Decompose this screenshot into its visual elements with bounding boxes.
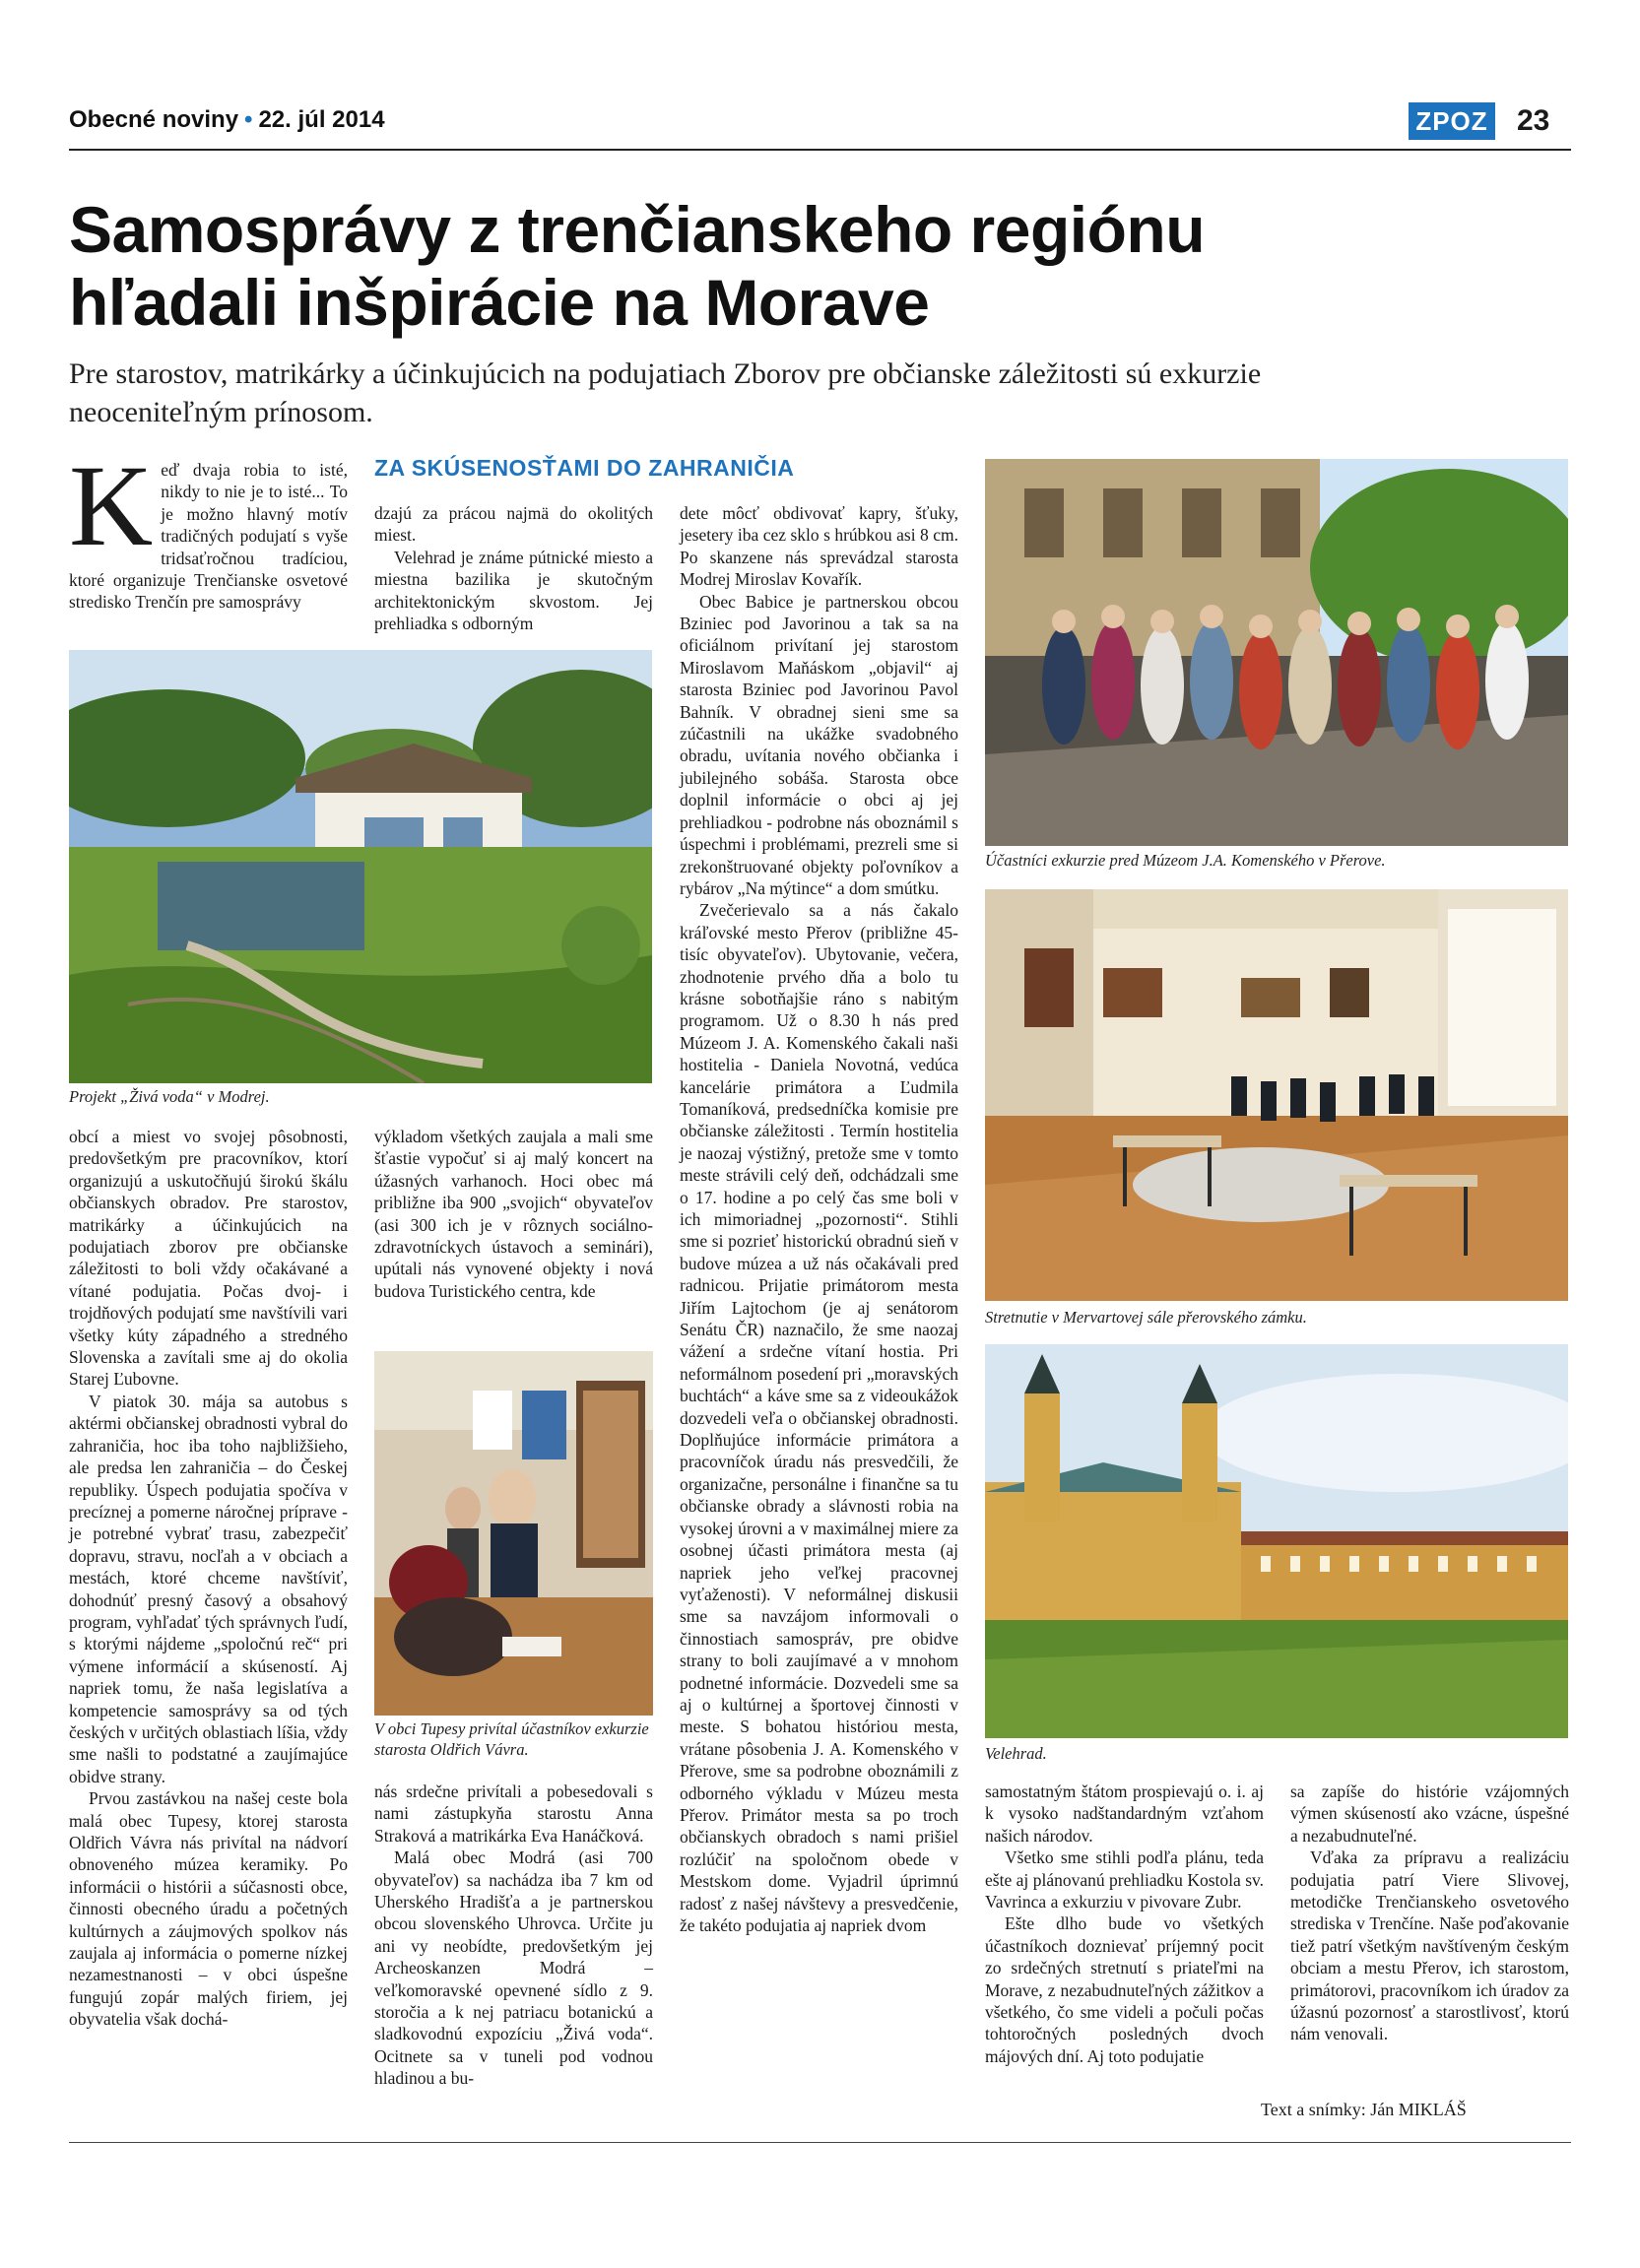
column-4 [985,1781,1264,2067]
photo-ziva-voda [69,650,652,1083]
issue-date: 22. júl 2014 [258,106,385,133]
column-2-middle [374,1126,653,1302]
column-5 [1290,1781,1569,2045]
paragraph: dete môcť obdivovať kapry, šťuky, jesetery iba cez sklo s hrúbkou asi 8 cm. Po skanzene nás sprevádzal starosta Modrej Miroslav Kovařík. [680,503,958,590]
paragraph: dzajú za prácou najmä do okolitých miest. [374,503,653,546]
publication-name: Obecné noviny [69,106,239,133]
photo-mervart-hall [985,889,1568,1301]
headline-line-1: Samosprávy z trenčianskeho regiónu [69,193,1206,266]
photo-tupesy [374,1351,653,1716]
author-credit: Text a snímky: Ján MIKLÁŠ [1261,2100,1467,2119]
paragraph: Malá obec Modrá (asi 700 obyvateľov) sa nachádza iba 7 km od Uherského Hradišťa a je partnerskou obcou slovenského Uhrovca. Určite ju ani vy neobídte, predovšetkým jej Archeoskanzen Modrá – veľkomoravské opevnené sídlo z 9. storočia a k nej patriacu botanickú a sladkovodnú expozíciu „Živá voda“. Ocitnete sa v tuneli pod vodnou hladinou a bu- [374,1847,653,2089]
paragraph: Všetko sme stihli podľa plánu, teda ešte aj plánovanú prehliadku Kostola sv. Vavrinca a exkurziu v pivovare Zubr. [985,1847,1264,1912]
paragraph: V piatok 30. mája sa autobus s aktérmi občianskej obradnosti vybral do zahraničia, hoc iba toho najbližšieho, ale predsa len zahraničia – do Českej republiky. Úspech podujatia spočíva v precíznej a pomerne náročnej príprave - je potrebné vybrať trasu, zabezpečiť dopravu, stravu, nocľah a v obciach a mestách, ktoré chceme navštíviť, dohodnúť presný časový a obsahový program, vyhľadať tých správnych ľudí, s ktorými nájdeme „spoločnú reč“ pri výmene informácií a skúseností. Aj napriek tomu, že naša legislatíva a kompetencie samosprávy sa od tých českých v určitých oblastiach líšia, vždy sme našli to podstatné a zaujímajúce obidve strany. [69,1391,348,1786]
paragraph: obcí a miest vo svojej pôsobnosti, predovšetkým pre pracovníkov, ktorí organizujú a uskutočňujú širokú škálu občianskych obradov. Pre starostov, matrikárky a účinkujúcich na podujatiach zborov pre občianske záležitosti to boli vždy očakávané a vítané podujatia. Počas dvoj- i trojdňových podujatí sme navštívili vari všetky kúty západného a stredného Slovenska a zavítali sme aj do okolia Starej Ľubovne. [69,1127,348,1390]
column-2-top [374,502,653,634]
paragraph: samostatným štátom prospievajú o. i. aj k vysoko nadštandardným vzťahom našich národov. [985,1782,1264,1846]
photo-group-prerov [985,459,1568,846]
paragraph: Ešte dlho bude vo všetkých účastníkoch doznievať príjemný pocit zo srdečných stretnutí s priateľmi na Morave, z nezabudnuteľných zážitkov a všetkého, čo sme videli a počuli počas tohtoročných posledných dvoch májových dní. Aj toto podujatie [985,1913,1264,2066]
paragraph: Zvečerievalo sa a nás čakalo kráľovské mesto Přerov (približne 45-tisíc obyvateľov). Ubytovanie, večera, zhodnotenie prvého dňa a bolo tu krásne sobotňajšie ráno s nabitým programom. Už o 8.30 h nás pred Múzeom J. A. Komenského čakali naši hostitelia - Daniela Novotná, vedúca kancelárie primátora a Ľudmila Tomaníková, predsedníčka komisie pre občianske záležitosti . Termín hostitelia je naozaj výstižný, pretože sme v tomto meste strávili celý deň, odchádzali sme o 17. hodine a po celý čas sme boli v ich mimoriadnej „pozornosti“. Stihli sme si pozrieť historickú obradnú sieň v budove múzea a už nás očakávali pred radnicou. Prijatie primátorom mesta Jiřím Lajtochom (je aj senátorom Senátu ČR) naznačilo, že sme naozaj vážení a srdečne vítaní hostia. Pri neformálnom posedení pri „moravských buchtách“ a káve sme sa z videoukážok dozvedeli veľa o občianskej obradnosti. Doplňujúce informácie primátora a pracovníčok úradu nás presvedčili, že organizačne, personálne i finančne sa tu občianske obrady a slávnosti robia na vysokej úrovni a v maximálnej miere za osobnej účasti primátora mesta (aj napriek jeho veľkej pracovnej vyťaženosti). V neformálnej diskusii sme sa navzájom informovali o činnostiach samospráv, pre obidve strany to boli zaujímavé a v mnohom podnetné informácie. Dozvedeli sme sa aj o kultúrnej a športovej činnosti v meste. S bohatou históriou mesta, vrátane pôsobenia J. A. Komenského v Přerove, sme sa podrobne oboznámili z odborného výkladu v Múzeu mesta Přerov. Primátor mesta sa po troch občianskych obradoch s nami prišiel rozlúčiť na spoločnom obede v Mestskom dome. Vyjadril úprimnú radosť z našej návštevy a presvedčenie, že takéto podujatia aj napriek dvom [680,900,958,1935]
column-3 [680,502,958,1936]
intro-text: eď dvaja robia to isté, nikdy to nie je to isté... To je možno hlavný motív tradičných podujatí s vyše tridsaťročnou tradíciou, ktoré organizuje Trenčianske osvetové stredisko Trenčín pre samosprávy [69,460,348,613]
column-1-bottom [69,1126,348,2031]
paragraph: Obec Babice je partnerskou obcou Bziniec pod Javorinou a tak sa na oficiálnom privítaní jej starostom Miroslavom Maňáskom „objavil“ aj starosta Bziniec pod Javorinou Pavol Bahník. V obradnej sieni sme sa zúčastnili na ukážke svadobného obradu, uvítania nového občianka i jubilejného sobáša. Starosta obce doplnil informácie o obci aj jej prehliadkou - podrobne nás oboznámil s úspechmi i problémami, prezreli sme si zrekonštruované objekty poľovníkov a rybárov „Na mýtince“ a dom smútku. [680,591,958,898]
caption-mervart-hall: Stretnutie v Mervartovej sále přerovského zámku. [985,1308,1307,1327]
headline-line-2: hľadali inšpirácie na Morave [69,266,930,339]
section-badge: ZPOZ [1409,102,1495,140]
paragraph: výkladom všetkých zaujala a mali sme šťastie vypočuť si aj malý koncert na úžasných varhanoch. Hoci obec má približne iba 900 „svojich“ obyvateľov (asi 300 ich je v rôznych sociálno-zdravotníckych ústavoch a seminári), upútali nás vynovené objekty i nová budova Turistického centra, kde [374,1127,653,1301]
page-number: 23 [1517,104,1550,137]
paragraph: sa zapíše do histórie vzájomných výmen skúseností ako vzácne, úspešné a nezabudnuteľné. [1290,1782,1569,1846]
paragraph: Velehrad je známe pútnické miesto a miestna bazilika je skutočným architektonickým skvostom. Jej prehliadka s odborným [374,547,653,634]
publication-header [69,106,385,134]
paragraph: Vďaka za prípravu a realizáciu podujatia patrí Viere Slivovej, metodičke Trenčianskeho osvetového strediska v Trenčíne. Naše poďakovanie tiež patrí všetkým navštíveným českým obciam a mestu Přerov, ich starostom, primátorovi, pracovníkom ich úradov za úžasnú pozornosť a starostlivosť, ktorú nám venovali. [1290,1847,1569,2044]
caption-tupesy: V obci Tupesy privítal účastníkov exkurzie starosta Oldřich Vávra. [374,1719,649,1759]
headline [69,193,1576,339]
bullet-icon: • [244,106,253,133]
drop-cap: K [69,441,154,570]
paragraph: nás srdečne privítali a pobesedovali s nami zástupkyňa starostu Anna Straková a matrikárka Eva Hanáčková. [374,1782,653,1846]
caption-group-prerov: Účastníci exkurzie pred Múzeom J.A. Komenského v Přerove. [985,851,1386,870]
column-2-bottom [374,1781,653,2090]
column-1-top [69,441,348,614]
header-rule [69,149,1571,151]
section-subheading: ZA SKÚSENOSŤAMI DO ZAHRANIČIA [374,455,795,481]
photo-velehrad [985,1344,1568,1738]
paragraph: Prvou zastávkou na našej ceste bola malá obec Tupesy, ktorej starosta Oldřich Vávra nás privítal na nádvorí obnoveného múzea keramiky. Po informácii o histórii a súčasnosti obce, činnosti obecného úradu a početných kultúrnych a záujmových spolkov nás zaujala aj informácia o pomerne nízkej nezamestnanosti – v obci úspešne fungujú zopár malých firiem, jej obyvatelia však dochá- [69,1788,348,2030]
lead-paragraph: Pre starostov, matrikárky a účinkujúcich na podujatiach Zborov pre občianske záležitosti sú exkurzie neoceniteľným prínosom. [69,357,1262,428]
footer-rule [69,2142,1571,2143]
caption-ziva-voda: Projekt „Živá voda“ v Modrej. [69,1087,270,1106]
caption-velehrad: Velehrad. [985,1744,1047,1763]
